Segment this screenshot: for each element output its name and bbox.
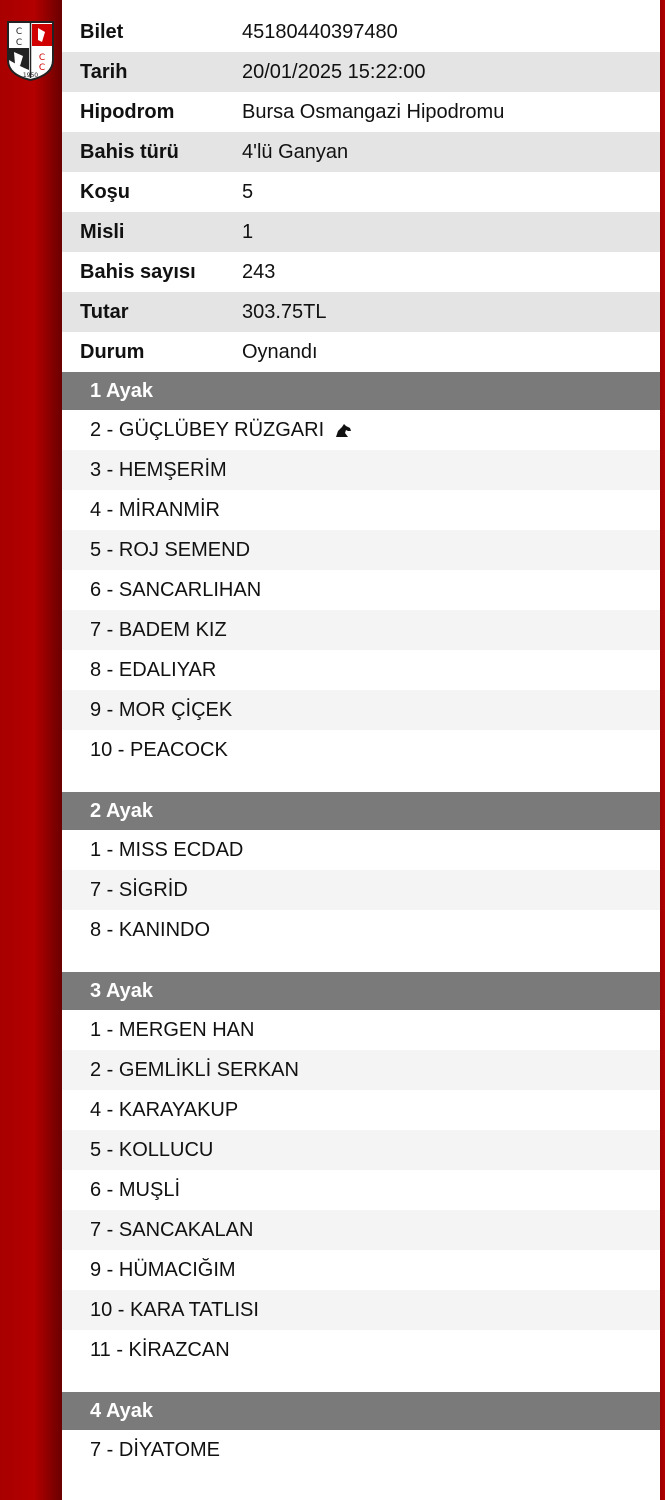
- horse-name: 3 - HEMŞERİM: [90, 458, 227, 481]
- horse-name: 7 - SİGRİD: [90, 878, 188, 901]
- horse-item: [62, 1090, 660, 1130]
- horse-head-icon: [334, 422, 352, 438]
- ticket-detail: [62, 12, 660, 1470]
- horse-name: 6 - MUŞLİ: [90, 1178, 181, 1201]
- horse-name: 5 - ROJ SEMEND: [90, 538, 251, 561]
- detail-row: [62, 92, 660, 132]
- horse-item: [62, 1010, 660, 1050]
- detail-value: 5: [242, 180, 254, 203]
- horse-item: [62, 570, 660, 610]
- horse-item: [62, 1170, 660, 1210]
- detail-value: 45180440397480: [242, 20, 398, 43]
- detail-label: Bahis türü: [80, 140, 179, 163]
- svg-text:C: C: [15, 27, 23, 37]
- horse-name: 4 - MİRANMİR: [90, 498, 220, 521]
- horse-name: 9 - HÜMACIĞIM: [90, 1258, 236, 1281]
- detail-row: [62, 212, 660, 252]
- detail-row: [62, 12, 660, 52]
- horse-item: [62, 490, 660, 530]
- sidebar: [0, 0, 62, 1500]
- detail-label: Hipodrom: [80, 100, 175, 123]
- horse-item: [62, 650, 660, 690]
- horse-name: 10 - PEACOCK: [90, 738, 228, 761]
- horse-item: [62, 1430, 660, 1470]
- horse-item: [62, 1290, 660, 1330]
- horse-name: 9 - MOR ÇİÇEK: [90, 698, 233, 721]
- horse-item: [62, 610, 660, 650]
- horse-item: [62, 1210, 660, 1250]
- leg-spacer: [62, 950, 660, 972]
- detail-label: Durum: [80, 340, 145, 363]
- svg-text:C: C: [15, 38, 23, 48]
- horse-item: [62, 1330, 660, 1370]
- horse-name: 1 - MISS ECDAD: [90, 838, 244, 861]
- horse-item: [62, 690, 660, 730]
- detail-label: Tarih: [80, 60, 128, 83]
- svg-text:1950: 1950: [22, 72, 39, 79]
- horse-name: 7 - SANCAKALAN: [90, 1218, 254, 1241]
- leg-header: 1 Ayak: [62, 372, 660, 410]
- leg-spacer: [62, 1370, 660, 1392]
- horse-name: 10 - KARA TATLISI: [90, 1298, 259, 1321]
- leg-header: 2 Ayak: [62, 792, 660, 830]
- horse-item: [62, 410, 660, 450]
- detail-label: Koşu: [80, 180, 130, 203]
- svg-text:C: C: [38, 63, 46, 73]
- svg-text:C: C: [38, 53, 46, 63]
- horse-item: [62, 910, 660, 950]
- detail-row: [62, 172, 660, 212]
- detail-value: Bursa Osmangazi Hipodromu: [242, 100, 505, 123]
- leg-spacer: [62, 770, 660, 792]
- detail-row: [62, 52, 660, 92]
- detail-row: [62, 252, 660, 292]
- horse-item: [62, 450, 660, 490]
- detail-label: Bahis sayısı: [80, 260, 196, 283]
- detail-value: 303.75TL: [242, 300, 327, 323]
- detail-value: 243: [242, 260, 276, 283]
- horse-name: 2 - GEMLİKLİ SERKAN: [90, 1058, 299, 1081]
- horse-name: 1 - MERGEN HAN: [90, 1018, 255, 1041]
- leg-header: 3 Ayak: [62, 972, 660, 1010]
- right-edge-bar: [660, 0, 665, 1500]
- horse-name: 8 - EDALIYAR: [90, 658, 217, 681]
- club-crest-icon: [5, 20, 56, 82]
- horse-item: [62, 1250, 660, 1290]
- horse-name: 7 - DİYATOME: [90, 1438, 221, 1461]
- horse-name: 7 - BADEM KIZ: [90, 618, 227, 641]
- legs-list: [62, 372, 660, 1470]
- detail-value: 20/01/2025 15:22:00: [242, 60, 426, 83]
- horse-item: [62, 530, 660, 570]
- detail-row: [62, 332, 660, 372]
- detail-label: Tutar: [80, 300, 129, 323]
- leg-header: 4 Ayak: [62, 1392, 660, 1430]
- detail-row: [62, 292, 660, 332]
- ticket-info-table: [62, 12, 660, 372]
- horse-item: [62, 870, 660, 910]
- horse-item: [62, 1050, 660, 1090]
- horse-name: 6 - SANCARLIHAN: [90, 578, 262, 601]
- horse-item: [62, 1130, 660, 1170]
- detail-label: Misli: [80, 220, 125, 243]
- horse-name: 8 - KANINDO: [90, 918, 211, 941]
- horse-item: [62, 730, 660, 770]
- horse-name: 11 - KİRAZCAN: [90, 1338, 230, 1361]
- detail-value: 4'lü Ganyan: [242, 140, 349, 163]
- detail-label: Bilet: [80, 20, 124, 43]
- horse-name: 2 - GÜÇLÜBEY RÜZGARI: [90, 418, 325, 441]
- horse-name: 5 - KOLLUCU: [90, 1138, 214, 1161]
- horse-item: [62, 830, 660, 870]
- detail-row: [62, 132, 660, 172]
- horse-name: 4 - KARAYAKUP: [90, 1098, 239, 1121]
- detail-value: 1: [242, 220, 254, 243]
- detail-value: Oynandı: [242, 340, 318, 363]
